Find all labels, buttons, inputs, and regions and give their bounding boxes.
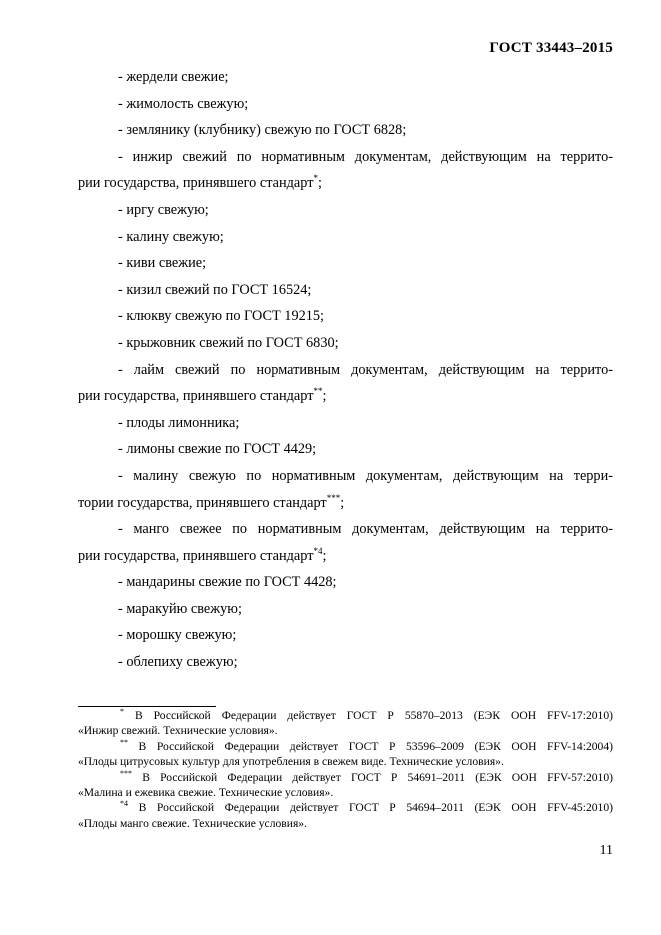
list-item: - клюкву свежую по ГОСТ 19215;: [118, 308, 325, 325]
list-item-line1: - лайм свежий по нормативным документам, действующим на террито-: [118, 361, 613, 378]
footnote-line1: *** В Российской Федерации действует ГОСТ Р 54691–2011 (ЕЭК ООН FFV-57:2010): [120, 768, 613, 784]
footnote-line1: * В Российской Федерации действует ГОСТ Р 55870–2013 (ЕЭК ООН FFV-17:2010): [120, 707, 613, 722]
list-item-line2: рии государства, принявшего стандарт**;: [78, 386, 327, 405]
list-item: - крыжовник свежий по ГОСТ 6830;: [118, 334, 339, 351]
footnote-mark: *: [120, 707, 124, 716]
footnote-line2: «Плоды манго свежие. Технические условия».: [78, 816, 307, 830]
footnote-mark: ***: [120, 768, 132, 778]
footnote-ref: ***: [326, 492, 341, 503]
footnote-ref: *: [313, 173, 318, 184]
list-item-line1: - манго свежее по нормативным документам, действующим на террито-: [118, 521, 613, 538]
footnote-line1: $^{*4}$ В Российской Федерации действует ГОСТ Р 54694–2011 (ЕЭК ООН FFV-45:2010): [120, 799, 613, 815]
footnote-ref: *4: [313, 545, 323, 556]
list-item: - кизил свежий по ГОСТ 16524;: [118, 281, 312, 298]
body-text: [78, 64, 613, 676]
footnotes: [78, 708, 613, 831]
list-item: - иргу свежую;: [118, 201, 209, 218]
footnote-line1: ** В Российской Федерации действует ГОСТ Р 53596–2009 (ЕЭК ООН FFV-14:2004): [120, 737, 613, 753]
list-item-line2: тории государства, принявшего стандарт***;: [78, 492, 345, 511]
list-item: - плоды лимонника;: [118, 414, 240, 431]
list-item: - лимоны свежие по ГОСТ 4429;: [118, 441, 317, 458]
footnote-mark: *4: [120, 799, 128, 809]
list-item-line2: рии государства, принявшего стандарт$^{*4}$;: [78, 545, 327, 564]
footnote-separator: [78, 706, 216, 707]
list-item: - маракуйю свежую;: [118, 600, 242, 617]
footnote-mark: **: [120, 737, 128, 747]
footnote-line2: «Малина и ежевика свежие. Технические условия».: [78, 785, 334, 799]
list-item: - калину свежую;: [118, 228, 224, 245]
list-item: - жердели свежие;: [118, 69, 229, 85]
footnote-line2: «Инжир свежий. Технические условия».: [78, 724, 278, 738]
list-item: - мандарины свежие по ГОСТ 4428;: [118, 574, 337, 591]
document-header: ГОСТ 33443–2015: [489, 40, 613, 56]
list-item: - жимолость свежую;: [118, 95, 249, 112]
page-number: 11: [599, 843, 613, 858]
footnote-line2: «Плоды цитрусовых культур для употребления в свежем виде. Технические условия».: [78, 755, 504, 769]
list-item-line2: рии государства, принявшего стандарт*;: [78, 173, 322, 192]
list-item: - морошку свежую;: [118, 627, 237, 644]
list-item: - землянику (клубнику) свежую по ГОСТ 6828;: [118, 122, 407, 139]
list-item-line1: - инжир свежий по нормативным документам, действующим на террито-: [118, 148, 613, 165]
list-item: - киви свежие;: [118, 255, 207, 272]
list-item: - облепиху свежую;: [118, 654, 238, 671]
footnote-ref: **: [313, 386, 323, 397]
list-item-line1: - малину свежую по нормативным документам, действующим на терри-: [118, 467, 613, 484]
